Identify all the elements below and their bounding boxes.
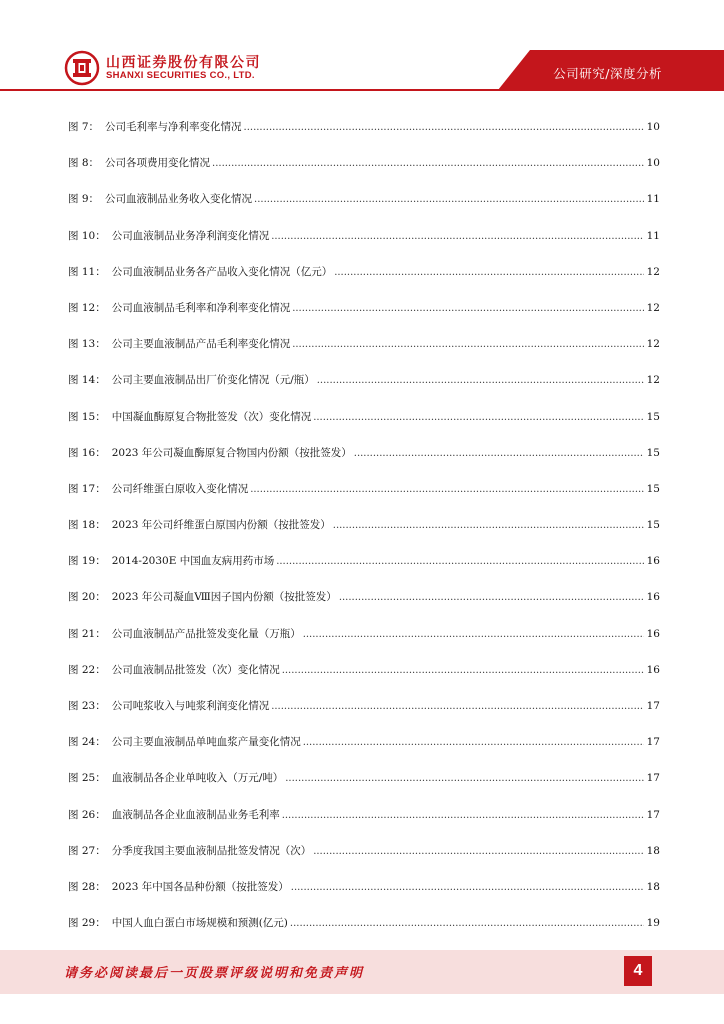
page-reference: 17 xyxy=(646,736,660,749)
dot-leader xyxy=(285,765,644,793)
page-footer xyxy=(0,950,724,994)
dot-leader xyxy=(244,114,644,142)
dot-leader xyxy=(292,331,644,359)
page-reference: 10 xyxy=(646,121,660,133)
figure-number: 图 11： xyxy=(68,265,106,278)
dot-leader xyxy=(254,186,644,214)
page-reference: 16 xyxy=(646,555,660,568)
figure-title: 公司血液制品业务各产品收入变化情况（亿元） xyxy=(111,265,333,278)
figure-number: 图 8： xyxy=(68,157,100,170)
page-reference: 12 xyxy=(646,374,660,387)
page-reference: 16 xyxy=(646,663,660,676)
toc-entry[interactable] xyxy=(68,330,660,366)
dot-leader xyxy=(339,584,644,612)
figure-title: 2023 年公司凝血Ⅷ因子国内份额（按批签发） xyxy=(111,591,337,604)
toc-entry[interactable] xyxy=(68,439,660,475)
figure-number: 图 21： xyxy=(68,627,106,640)
figure-number: 图 12： xyxy=(68,301,106,314)
figure-number: 图 23： xyxy=(68,700,106,712)
section-label: 公司研究/深度分析 xyxy=(553,66,662,81)
page-header xyxy=(0,0,724,92)
dot-leader xyxy=(333,512,644,540)
dot-leader xyxy=(354,440,644,468)
figure-title: 公司主要血液制品产品毛利率变化情况 xyxy=(111,338,291,351)
toc-entry[interactable] xyxy=(68,873,660,909)
toc-entry[interactable] xyxy=(68,403,660,439)
figure-title: 2014-2030E 中国血友病用药市场 xyxy=(111,555,275,568)
page-reference: 19 xyxy=(646,917,660,930)
page-number: 4 xyxy=(624,956,652,986)
dot-leader xyxy=(271,223,644,251)
page-reference: 17 xyxy=(646,700,660,712)
toc-entry[interactable] xyxy=(68,222,660,258)
toc-entry[interactable] xyxy=(68,909,660,945)
toc-entry[interactable] xyxy=(68,583,660,619)
page-reference: 17 xyxy=(646,808,660,821)
figure-number: 图 9： xyxy=(68,193,100,206)
figure-number: 图 22： xyxy=(68,663,106,676)
figure-number: 图 25： xyxy=(68,772,106,785)
page-reference: 17 xyxy=(646,772,660,785)
toc-entry[interactable] xyxy=(68,511,660,547)
figure-title: 公司毛利率与净利率变化情况 xyxy=(105,121,242,133)
dot-leader xyxy=(313,838,644,866)
toc-entry[interactable] xyxy=(68,801,660,837)
toc-entry[interactable] xyxy=(68,185,660,221)
dot-leader xyxy=(292,295,644,323)
figure-number: 图 10： xyxy=(68,229,106,242)
figure-title: 中国人血白蛋白市场规模和预测(亿元) xyxy=(111,917,288,930)
figure-title: 公司吨浆收入与吨浆利润变化情况 xyxy=(111,700,270,712)
figure-number: 图 16： xyxy=(68,446,106,459)
figure-number: 图 29： xyxy=(68,917,106,930)
figure-index xyxy=(68,113,660,945)
figure-title: 2023 年公司纤维蛋白原国内份额（按批签发） xyxy=(111,519,331,532)
page-reference: 12 xyxy=(646,338,660,351)
figure-number: 图 18： xyxy=(68,519,106,532)
dot-leader xyxy=(303,729,644,757)
dot-leader xyxy=(317,367,644,395)
toc-entry[interactable] xyxy=(68,113,660,149)
toc-entry[interactable] xyxy=(68,475,660,511)
page-reference: 16 xyxy=(646,627,660,640)
figure-title: 中国凝血酶原复合物批签发（次）变化情况 xyxy=(111,410,312,423)
page-reference: 18 xyxy=(646,844,660,857)
page-reference: 18 xyxy=(646,880,660,893)
figure-number: 图 20： xyxy=(68,591,106,604)
page-reference: 15 xyxy=(646,482,660,495)
disclaimer-notice: 请务必阅读最后一页股票评级说明和免责声明 xyxy=(64,966,365,981)
figure-title: 公司各项费用变化情况 xyxy=(105,157,211,170)
figure-title: 血液制品各企业单吨收入（万元/吨） xyxy=(111,772,284,785)
page-reference: 10 xyxy=(646,157,660,170)
figure-number: 图 27： xyxy=(68,844,106,857)
figure-number: 图 17： xyxy=(68,482,106,495)
page-reference: 15 xyxy=(646,410,660,423)
figure-title: 血液制品各企业血液制品业务毛利率 xyxy=(111,808,280,821)
figure-title: 公司纤维蛋白原收入变化情况 xyxy=(111,482,249,495)
figure-number: 图 24： xyxy=(68,736,106,749)
figure-title: 公司血液制品毛利率和净利率变化情况 xyxy=(111,301,291,314)
dot-leader xyxy=(290,910,644,938)
dot-leader xyxy=(303,621,644,649)
toc-entry[interactable] xyxy=(68,547,660,583)
toc-entry[interactable] xyxy=(68,837,660,873)
figure-title: 2023 年公司凝血酶原复合物国内份额（按批签发） xyxy=(111,446,352,459)
dot-leader xyxy=(291,874,644,902)
figure-title: 公司血液制品业务收入变化情况 xyxy=(105,193,253,206)
figure-number: 图 13： xyxy=(68,338,106,351)
dot-leader xyxy=(334,259,644,287)
dot-leader xyxy=(282,657,644,685)
toc-entry[interactable] xyxy=(68,656,660,692)
figure-number: 图 26： xyxy=(68,808,106,821)
figure-number: 图 19： xyxy=(68,555,106,568)
figure-number: 图 28： xyxy=(68,880,106,893)
company-name-cn: 山西证券股份有限公司 xyxy=(106,55,261,71)
figure-title: 公司血液制品批签发（次）变化情况 xyxy=(111,663,280,676)
toc-entry[interactable] xyxy=(68,149,660,185)
dot-leader xyxy=(276,548,644,576)
toc-entry[interactable] xyxy=(68,294,660,330)
toc-entry[interactable] xyxy=(68,258,660,294)
figure-title: 分季度我国主要血液制品批签发情况（次） xyxy=(111,844,312,857)
dot-leader xyxy=(282,802,644,830)
page-reference: 15 xyxy=(646,446,660,459)
page-reference: 16 xyxy=(646,591,660,604)
figure-title: 公司血液制品业务净利润变化情况 xyxy=(111,229,270,242)
figure-number: 图 7： xyxy=(68,121,100,133)
figure-title: 2023 年中国各品种份额（按批签发） xyxy=(111,880,289,893)
page-reference: 12 xyxy=(646,301,660,314)
page-reference: 11 xyxy=(646,229,660,242)
dot-leader xyxy=(271,693,644,721)
dot-leader xyxy=(313,404,644,432)
shanxi-securities-logo-icon xyxy=(64,50,100,86)
toc-entry[interactable] xyxy=(68,620,660,656)
figure-title: 公司主要血液制品单吨血浆产量变化情况 xyxy=(111,736,301,749)
toc-entry[interactable] xyxy=(68,764,660,800)
dot-leader xyxy=(250,476,644,504)
figure-number: 图 14： xyxy=(68,374,106,387)
page-reference: 15 xyxy=(646,519,660,532)
figure-title: 公司主要血液制品出厂价变化情况（元/瓶） xyxy=(111,374,315,387)
toc-entry[interactable] xyxy=(68,366,660,402)
toc-entry[interactable] xyxy=(68,728,660,764)
page-reference: 11 xyxy=(646,193,660,206)
figure-number: 图 15： xyxy=(68,410,106,423)
page-reference: 12 xyxy=(646,265,660,278)
toc-entry[interactable] xyxy=(68,692,660,728)
figure-title: 公司血液制品产品批签发变化量（万瓶） xyxy=(111,627,301,640)
company-name-en: SHANXI SECURITIES CO., LTD. xyxy=(106,70,255,81)
dot-leader xyxy=(212,150,644,178)
